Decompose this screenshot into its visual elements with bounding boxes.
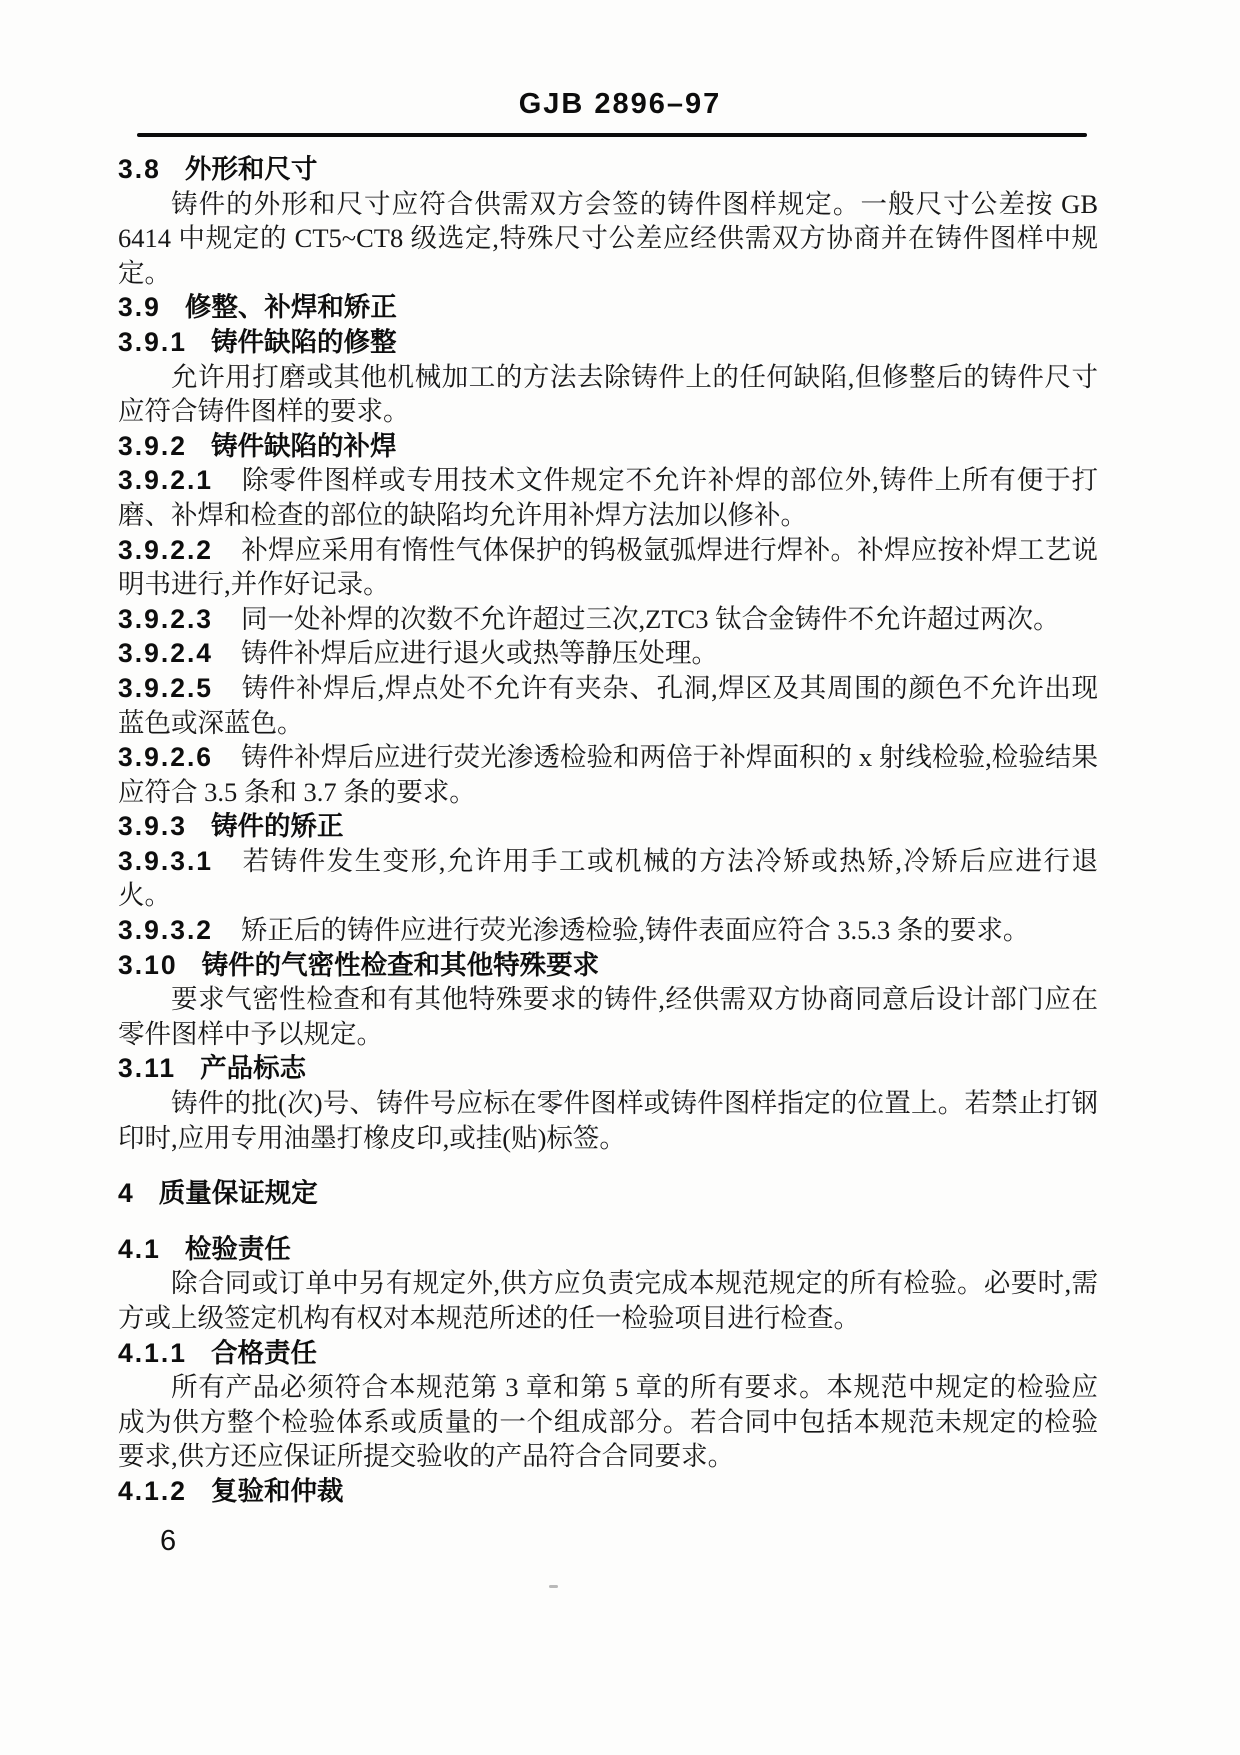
section-heading	[118, 325, 1098, 360]
clause-paragraph	[118, 740, 1098, 809]
section-number: 4	[118, 1178, 135, 1209]
section-title: 铸件缺陷的补焊	[210, 430, 397, 461]
scan-speck-artifact	[549, 1585, 558, 1588]
section-heading	[118, 1336, 1098, 1371]
clause-text: 铸件补焊后应进行荧光渗透检验和两倍于补焊面积的 x 射线检验,检验结果应符合 3.5 条和 3.7 条的要求。	[118, 742, 1098, 807]
body-paragraph: 铸件的外形和尺寸应符合供需双方会签的铸件图样规定。一般尺寸公差按 GB 6414 中规定的 CT5~CT8 级选定,特殊尺寸公差应经供需双方协商并在铸件图样中规定。	[118, 188, 1098, 288]
section-title: 修整、补焊和矫正	[184, 292, 397, 323]
section-heading	[118, 948, 1098, 983]
clause-paragraph	[118, 602, 1098, 637]
clause-number: 3.9.3.2	[118, 915, 214, 946]
body-paragraph: 要求气密性检查和有其他特殊要求的铸件,经供需双方协商同意后设计部门应在零件图样中予以规定。	[118, 984, 1098, 1049]
section-heading	[118, 1232, 1098, 1267]
body-paragraph: 除合同或订单中另有规定外,供方应负责完成本规范规定的所有检验。必要时,需方或上级签定机构有权对本规范所述的任一检验项目进行检查。	[118, 1268, 1098, 1333]
document-body	[118, 152, 1098, 1558]
section-heading	[118, 1474, 1098, 1509]
clause-paragraph	[118, 636, 1098, 671]
clause-text: 若铸件发生变形,允许用手工或机械的方法冷矫或热矫,冷矫后应进行退火。	[118, 845, 1098, 911]
page-number: 6	[160, 1524, 177, 1557]
clause-text: 矫正后的铸件应进行荧光渗透检验,铸件表面应符合 3.5.3 条的要求。	[241, 915, 1030, 946]
section-title: 铸件缺陷的修整	[210, 326, 397, 357]
clause-paragraph	[118, 463, 1098, 532]
clause-paragraph	[118, 533, 1098, 602]
section-heading	[118, 429, 1098, 464]
clause-number: 3.9.2.4	[118, 638, 214, 669]
section-title: 产品标志	[200, 1053, 307, 1084]
clause-number: 3.9.2.6	[118, 742, 214, 773]
section-heading	[118, 809, 1098, 844]
header-rule-divider	[137, 133, 1087, 137]
clause-text: 铸件补焊后应进行退火或热等静压处理。	[241, 638, 719, 669]
clause-text: 铸件补焊后,焊点处不允许有夹杂、孔洞,焊区及其周围的颜色不允许出现蓝色或深蓝色。	[118, 672, 1098, 738]
section-title: 检验责任	[184, 1233, 291, 1264]
section-heading	[118, 152, 1098, 187]
body-paragraph: 铸件的批(次)号、铸件号应标在零件图样或铸件图样指定的位置上。若禁止打钢印时,应用专用油墨打橡皮印,或挂(贴)标签。	[118, 1088, 1098, 1153]
document-header-title: GJB 2896–97	[518, 88, 722, 120]
body-paragraph: 允许用打磨或其他机械加工的方法去除铸件上的任何缺陷,但修整后的铸件尺寸应符合铸件图样的要求。	[118, 361, 1098, 427]
clause-paragraph	[118, 913, 1098, 948]
body-paragraph: 所有产品必须符合本规范第 3 章和第 5 章的所有要求。本规范中规定的检验应成为供方整个检验体系或质量的一个组成部分。若合同中包括本规范未规定的检验要求,供方还应保证所提交验收的产品符合合同要求。	[118, 1372, 1098, 1472]
section-number: 4.1	[118, 1233, 161, 1264]
clause-text: 同一处补焊的次数不允许超过三次,ZTC3 钛合金铸件不允许超过两次。	[241, 603, 1060, 634]
clause-number: 3.9.2.1	[118, 465, 214, 496]
clause-number: 3.9.2.3	[118, 603, 214, 634]
section-number: 3.11	[118, 1053, 177, 1084]
section-number: 3.9.2	[118, 430, 187, 461]
clause-paragraph	[118, 671, 1098, 740]
section-title: 外形和尺寸	[184, 154, 318, 184]
clause-number: 3.9.2.2	[118, 534, 214, 565]
section-number: 3.9.3	[118, 811, 187, 842]
section-heading	[118, 1176, 1098, 1211]
section-title: 质量保证规定	[158, 1178, 318, 1209]
clause-text: 补焊应采用有惰性气体保护的钨极氩弧焊进行焊补。补焊应按补焊工艺说明书进行,并作好记录。	[118, 534, 1098, 600]
section-title: 铸件的矫正	[210, 811, 344, 842]
clause-number: 3.9.3.1	[118, 845, 214, 876]
section-number: 3.10	[118, 949, 178, 980]
section-number: 3.9	[118, 292, 161, 323]
section-title: 复验和仲裁	[210, 1475, 344, 1506]
section-number: 4.1.2	[118, 1475, 187, 1506]
clause-paragraph	[118, 844, 1098, 913]
section-title: 合格责任	[210, 1337, 317, 1368]
section-number: 3.9.1	[118, 326, 187, 357]
section-heading	[118, 290, 1098, 325]
section-heading	[118, 1051, 1098, 1086]
clause-text: 除零件图样或专用技术文件规定不允许补焊的部位外,铸件上所有便于打磨、补焊和检查的部位的缺陷均允许用补焊方法加以修补。	[118, 465, 1098, 530]
section-number: 4.1.1	[118, 1337, 187, 1368]
section-title: 铸件的气密性检查和其他特殊要求	[201, 949, 600, 980]
clause-number: 3.9.2.5	[118, 672, 214, 703]
section-number: 3.8	[118, 154, 161, 184]
